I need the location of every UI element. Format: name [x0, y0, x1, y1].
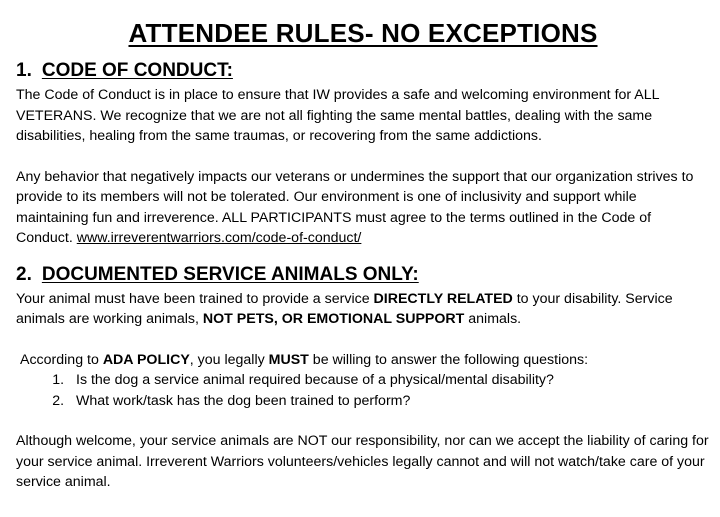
section-2-paragraph-3: Although welcome, your service animals are NOT our responsibility, nor can we accept the liability of caring for your service animal. Irreverent Warriors volunteers/vehicles legally cannot and will not watch/take care of your service animal.	[16, 433, 709, 490]
section-2-paragraph-1	[16, 289, 710, 330]
text-run: be willing to answer the following questions:	[308, 351, 589, 368]
bold-text-must: MUST	[268, 351, 309, 368]
text-run: , you legally	[189, 351, 269, 368]
text-run: animals.	[464, 311, 522, 327]
section-2-heading	[16, 263, 710, 287]
section-1-paragraph-2-text: Any behavior that negatively impacts our veterans or undermines the support that our organization strives to provide to its members will not be tolerated. Our environment is one of inclusivity and support while maintaining fun and irreverence. ALL PARTICIPANTS must agree to the terms outlined in the Code of Conduct.	[16, 168, 694, 246]
section-1-heading	[16, 59, 710, 83]
section-2-number: 2.	[16, 263, 32, 285]
list-item: 2. What work/task has the dog been trained to perform?	[68, 391, 710, 412]
text-run: Your animal must have been trained to provide a service	[16, 290, 374, 307]
text-run: to your disability. Service animals are working animals,	[16, 290, 673, 327]
section-1-number: 1.	[16, 60, 32, 81]
section-1-paragraph-2	[16, 167, 710, 249]
section-2-paragraph-2	[16, 350, 710, 371]
code-of-conduct-link[interactable]: www.irreverentwarriors.com/code-of-conduct/	[76, 230, 362, 246]
list-item: 1. Is the dog a service animal required because of a physical/mental disability?	[68, 370, 710, 391]
section-1-title: CODE OF CONDUCT:	[41, 60, 233, 81]
text-run: According to	[20, 351, 103, 368]
section-2-title: DOCUMENTED SERVICE ANIMALS ONLY:	[41, 263, 419, 285]
bold-text-directly-related: DIRECTLY RELATED	[373, 290, 513, 307]
bold-text-ada-policy: ADA POLICY	[102, 351, 190, 368]
bold-text-not-pets: NOT PETS, OR EMOTIONAL SUPPORT	[202, 311, 465, 327]
page-title: ATTENDEE RULES- NO EXCEPTIONS	[128, 18, 598, 48]
section-1-paragraph-1: The Code of Conduct is in place to ensure that IW provides a safe and welcoming environment for ALL VETERANS. We recognize that we are not all fighting the same mental battles, dealing with the same disabilities, healing from the same traumas, or recovering from the same addictions.	[16, 87, 659, 144]
questions-list	[16, 370, 710, 411]
